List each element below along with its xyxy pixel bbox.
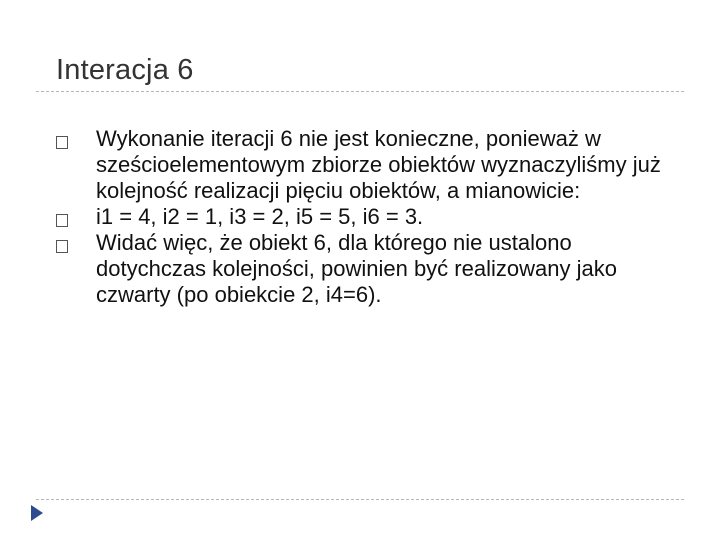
slide-title: Interacja 6 [56,54,194,86]
bullet-text: i1 = 4, i2 = 1, i3 = 2, i5 = 5, i6 = 3. [96,204,424,229]
bullet-item [56,230,686,308]
footer-divider [36,499,684,500]
square-bullet-icon [56,136,68,149]
square-bullet-icon [56,214,68,227]
bullet-text: Widać więc, że obiekt 6, dla którego nie ustalono dotychczas kolejności, powinien być realizowany jako czwarty (po obiekcie 2, i4=6). [96,230,617,307]
title-divider [36,91,684,92]
bullet-item [56,204,686,230]
bullet-item [56,126,686,204]
bullet-list [56,126,686,308]
square-bullet-icon [56,240,68,253]
next-slide-arrow-icon[interactable] [31,505,43,521]
bullet-text: Wykonanie iteracji 6 nie jest konieczne, ponieważ w sześcioelementowym zbiorze obiektów wyznaczyliśmy już kolejność realizacji pięciu obiektów, a mianowicie: [96,126,661,203]
